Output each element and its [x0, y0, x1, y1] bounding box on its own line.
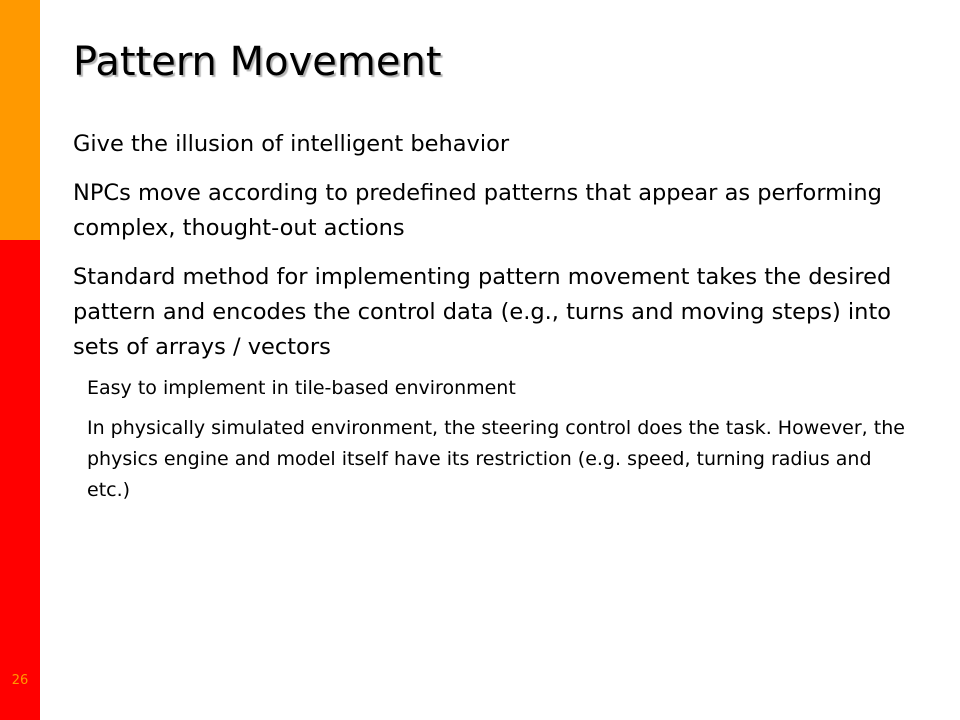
bullet-illusion: Give the illusion of intelligent behavior — [73, 131, 510, 157]
bullet-predefined-patterns: NPCs move according to predefined patterns that appear as performing complex, thought-out actions — [73, 180, 882, 241]
accent-bar-top — [0, 0, 40, 240]
slide-number: 26 — [11, 673, 29, 688]
sub-bullet-list — [87, 373, 933, 506]
sub-bullet-tile-based: Easy to implement in tile-based environment — [87, 377, 516, 399]
bullet-standard-method: Standard method for implementing pattern movement takes the desired pattern and encodes the control data (e.g., turns and moving steps) into sets of arrays / vectors — [73, 264, 892, 360]
slide-title: Pattern Movement — [73, 39, 442, 85]
accent-bar-bottom — [0, 240, 40, 720]
sub-bullet-physics-simulated: In physically simulated environment, the steering control does the task. However, the physics engine and model itself have its restriction (e.g. speed, turning radius and etc.) — [87, 417, 905, 501]
slide-body — [73, 127, 933, 515]
